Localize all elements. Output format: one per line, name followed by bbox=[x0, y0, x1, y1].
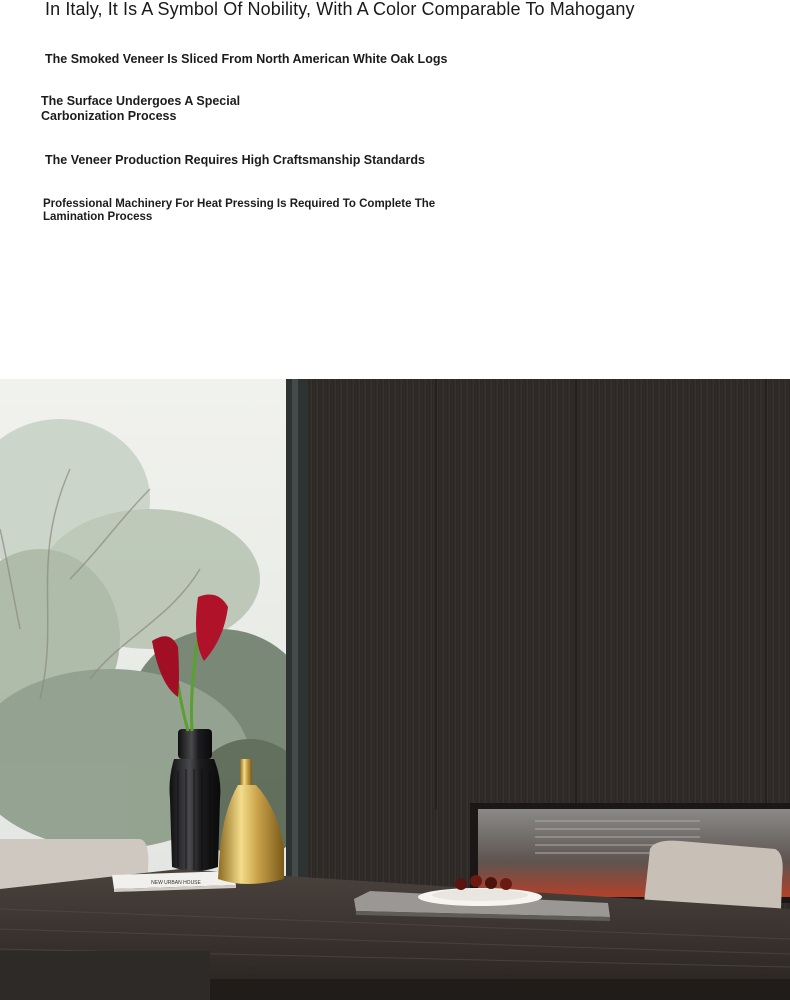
book-title: NEW URBAN HOUSE bbox=[151, 880, 201, 886]
feature-veneer-source: The Smoked Veneer Is Sliced From North American White Oak Logs bbox=[45, 52, 448, 66]
headline: In Italy, It Is A Symbol Of Nobility, With A Color Comparable To Mahogany bbox=[45, 0, 635, 19]
feature-carbonization: The Surface Undergoes A Special Carbonization Process bbox=[41, 94, 241, 123]
dining-room-illustration bbox=[0, 379, 790, 1000]
feature-heat-pressing: Professional Machinery For Heat Pressing Is Required To Complete The Lamination Process bbox=[43, 198, 436, 223]
interior-photo bbox=[0, 379, 790, 1000]
feature-craftsmanship: The Veneer Production Requires High Craftsmanship Standards bbox=[45, 153, 425, 167]
